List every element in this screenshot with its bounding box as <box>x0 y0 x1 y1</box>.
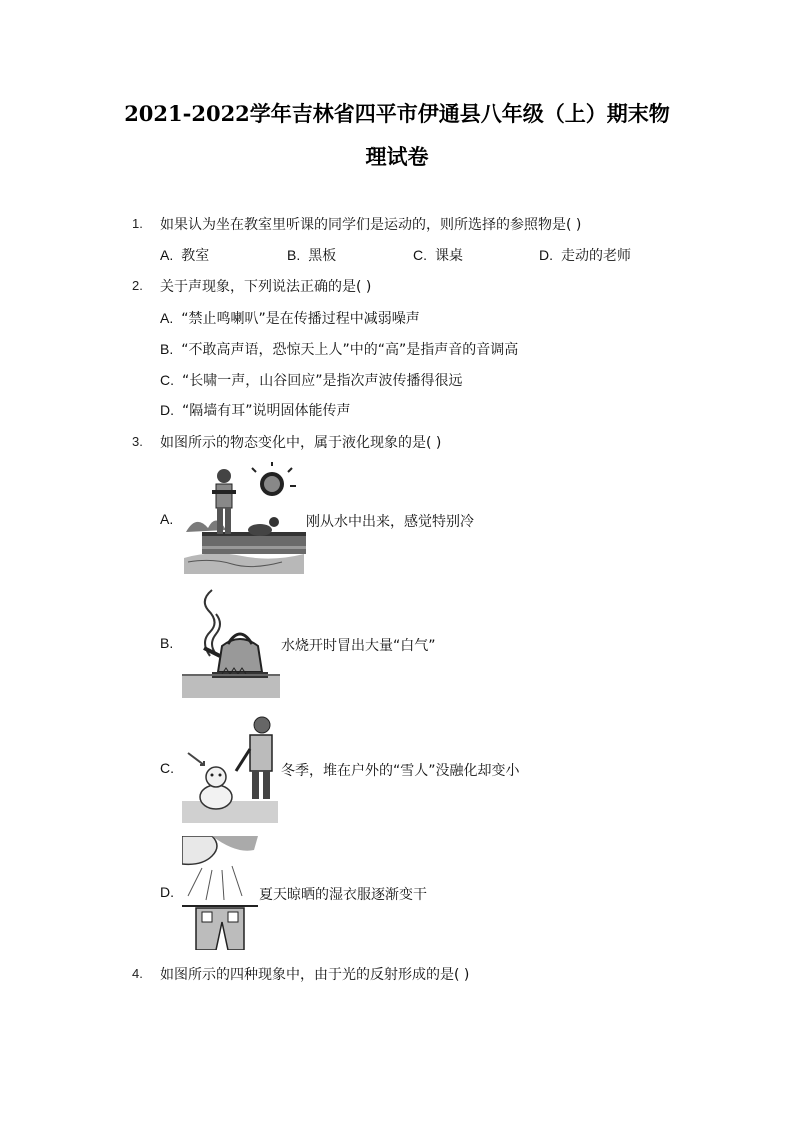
option-text: 夏天晾晒的湿衣服逐渐变干 <box>259 887 427 903</box>
option-c[interactable] <box>160 370 463 390</box>
question-number: 1. <box>132 216 143 231</box>
option-text: 水烧开时冒出大量“白气” <box>281 638 436 654</box>
option-text: 黑板 <box>308 248 337 264</box>
option-d[interactable] <box>160 400 351 420</box>
option-label: A. <box>160 310 174 326</box>
option-b[interactable] <box>287 245 336 265</box>
option-text: “长啸一声，山谷回应”是指次声波传播得很远 <box>182 373 463 389</box>
option-text: 刚从水中出来，感觉特别冷 <box>306 514 474 530</box>
option-text: 走动的老师 <box>561 248 631 264</box>
option-label: D. <box>160 884 174 900</box>
option-a[interactable] <box>160 308 420 328</box>
option-label: C. <box>160 760 174 776</box>
option-label: B. <box>160 635 174 651</box>
option-text: 课桌 <box>435 248 463 264</box>
option-d[interactable] <box>539 245 631 265</box>
question-text: 如图所示的物态变化中，属于液化现象的是( ) <box>160 435 442 451</box>
swimmer-illustration-icon <box>182 462 306 574</box>
question-text: 如果认为坐在教室里听课的同学们是运动的，则所选择的参照物是( ) <box>160 217 582 233</box>
snowman-illustration-icon <box>182 711 278 823</box>
option-label: B. <box>287 247 301 263</box>
option-label: D. <box>539 247 553 263</box>
option-text: “不敢高声语，恐惊天上人”中的“高”是指声音的音调高 <box>181 342 519 358</box>
option-label: C. <box>413 247 427 263</box>
option-text: “禁止鸣喇叭”是在传播过程中减弱噪声 <box>181 311 420 327</box>
option-text: “隔墙有耳”说明固体能传声 <box>182 403 351 419</box>
exam-title-line1: 2021-2022学年吉林省四平市伊通县八年级（上）期末物 <box>124 101 670 126</box>
option-text: 冬季，堆在户外的“雪人”没融化却变小 <box>281 763 520 779</box>
question-text: 如图所示的四种现象中，由于光的反射形成的是( ) <box>160 967 470 983</box>
option-label: D. <box>160 402 174 418</box>
question-text: 关于声现象，下列说法正确的是( ) <box>160 279 372 295</box>
option-label: A. <box>160 247 174 263</box>
option-label: A. <box>160 511 174 527</box>
option-a[interactable] <box>160 245 209 265</box>
question-number: 3. <box>132 434 143 449</box>
option-label: B. <box>160 341 174 357</box>
drying-clothes-illustration-icon <box>182 836 258 950</box>
option-b[interactable] <box>160 339 518 359</box>
option-label: C. <box>160 372 174 388</box>
question-number: 4. <box>132 966 143 981</box>
option-text: 教室 <box>181 248 210 264</box>
exam-title-line2: 理试卷 <box>365 144 429 169</box>
option-c[interactable] <box>413 245 463 265</box>
question-number: 2. <box>132 278 143 293</box>
kettle-steam-illustration-icon <box>182 586 280 698</box>
